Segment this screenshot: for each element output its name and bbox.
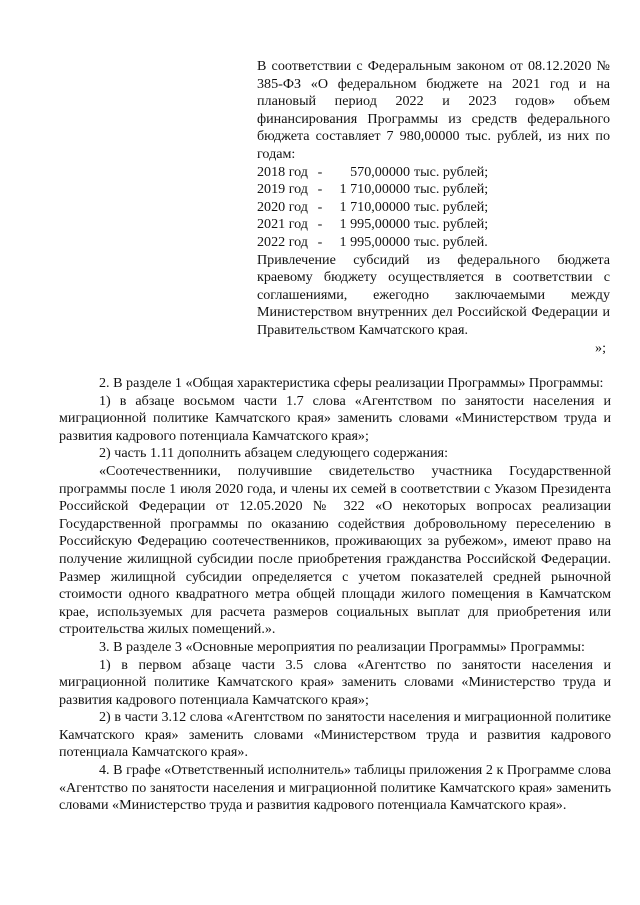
year-amount: 1 995,00000 — [339, 216, 410, 233]
year-unit: тыс. рублей. — [414, 233, 488, 250]
funding-intro: В соответствии с Федеральным законом от 08.12.2020 № 385-ФЗ «О федеральном бюджете на 2021 год и на плановый период 2022 и 2023 годов» объем финансирования Программы из средств федерального бюджета составляет 7 980,00000 тыс. рублей, из них по годам: — [257, 58, 610, 162]
year-dash: - — [317, 198, 323, 215]
year-label: 2018 год — [257, 163, 308, 180]
year-row — [257, 234, 610, 252]
paragraph-item-1-7: 1) в абзаце восьмом части 1.7 слова «Агентством по занятости населения и миграционной политике Камчатского края» заменить словами «Министерством труда и развития кадрового потенциала Камчатского края»; — [59, 392, 611, 444]
subsidy-paragraph: Привлечение субсидий из федерального бюджета краевому бюджету осуществляется в соответствии с соглашениями, ежегодно заключаемыми между Министерством внутренних дел Российской Федерации и Правительством Камчатского края. — [257, 251, 610, 338]
paragraph-item-1-11: 2) часть 1.11 дополнить абзацем следующего содержания: — [99, 445, 449, 462]
year-unit: тыс. рублей; — [414, 181, 489, 198]
year-row — [257, 181, 610, 199]
year-dash: - — [317, 163, 323, 180]
year-unit: тыс. рублей; — [414, 216, 489, 233]
closing-quote: »; — [595, 339, 606, 356]
paragraph-item-3-5: 1) в первом абзаце части 3.5 слова «Агентство по занятости населения и миграционной политике Камчатского края» заменить словами «Министерство труда и развития кадрового потенциала Камчатского края»; — [59, 656, 611, 708]
paragraph-quoted-addition: «Соотечественники, получившие свидетельство участника Государственной программы после 1 июля 2020 года, и члены их семей в соответствии с Указом Президента Российской Федерации от 12.05.2020 № 322 «О некоторых вопросах реализации Государственной программы по оказанию содействия добровольному переселению в Российскую Федерацию соотечественников, проживающих за рубежом», имеют право на получение жилищной субсидии после приобретения гражданства Российской Федерации. Размер жилищной субсидии определяется с учетом показателей средней рыночной стоимости одного квадратного метра общей площади жилого помещения в Камчатском крае, используемых для расчета размеров социальных выплат для приобретения или строительства жилых помещений.». — [59, 462, 611, 638]
amendments-body — [59, 375, 611, 815]
year-dash: - — [317, 233, 323, 250]
year-row — [257, 164, 610, 182]
year-unit: тыс. рублей; — [414, 163, 489, 180]
paragraph-section-1: 2. В разделе 1 «Общая характеристика сферы реализации Программы» Программы: — [99, 375, 604, 391]
year-row — [257, 216, 610, 234]
year-amount: 570,00000 — [350, 163, 410, 180]
year-label: 2019 год — [257, 181, 308, 198]
year-amount: 1 995,00000 — [339, 233, 410, 250]
year-label: 2022 год — [257, 233, 308, 250]
year-dash: - — [317, 216, 323, 233]
year-label: 2021 год — [257, 216, 308, 233]
year-unit: тыс. рублей; — [414, 198, 489, 215]
paragraph-item-3-12: 2) в части 3.12 слова «Агентством по занятости населения и миграционной политике Камчатского края» заменить словами «Министерством труда и развития кадрового потенциала Камчатского края». — [59, 709, 611, 761]
year-amount: 1 710,00000 — [339, 198, 410, 215]
paragraph-section-3: 3. В разделе 3 «Основные мероприятия по реализации Программы» Программы: — [99, 638, 585, 655]
year-amount: 1 710,00000 — [339, 181, 410, 198]
year-label: 2020 год — [257, 198, 308, 215]
year-dash: - — [317, 181, 323, 198]
year-row — [257, 199, 610, 217]
paragraph-appendix-2: 4. В графе «Ответственный исполнитель» таблицы приложения 2 к Программе слова «Агентство по занятости населения и миграционной политике Камчатского края» заменить словами «Министерство труда и развития кадрового потенциала Камчатского края». — [59, 762, 611, 814]
funding-block — [257, 58, 610, 357]
